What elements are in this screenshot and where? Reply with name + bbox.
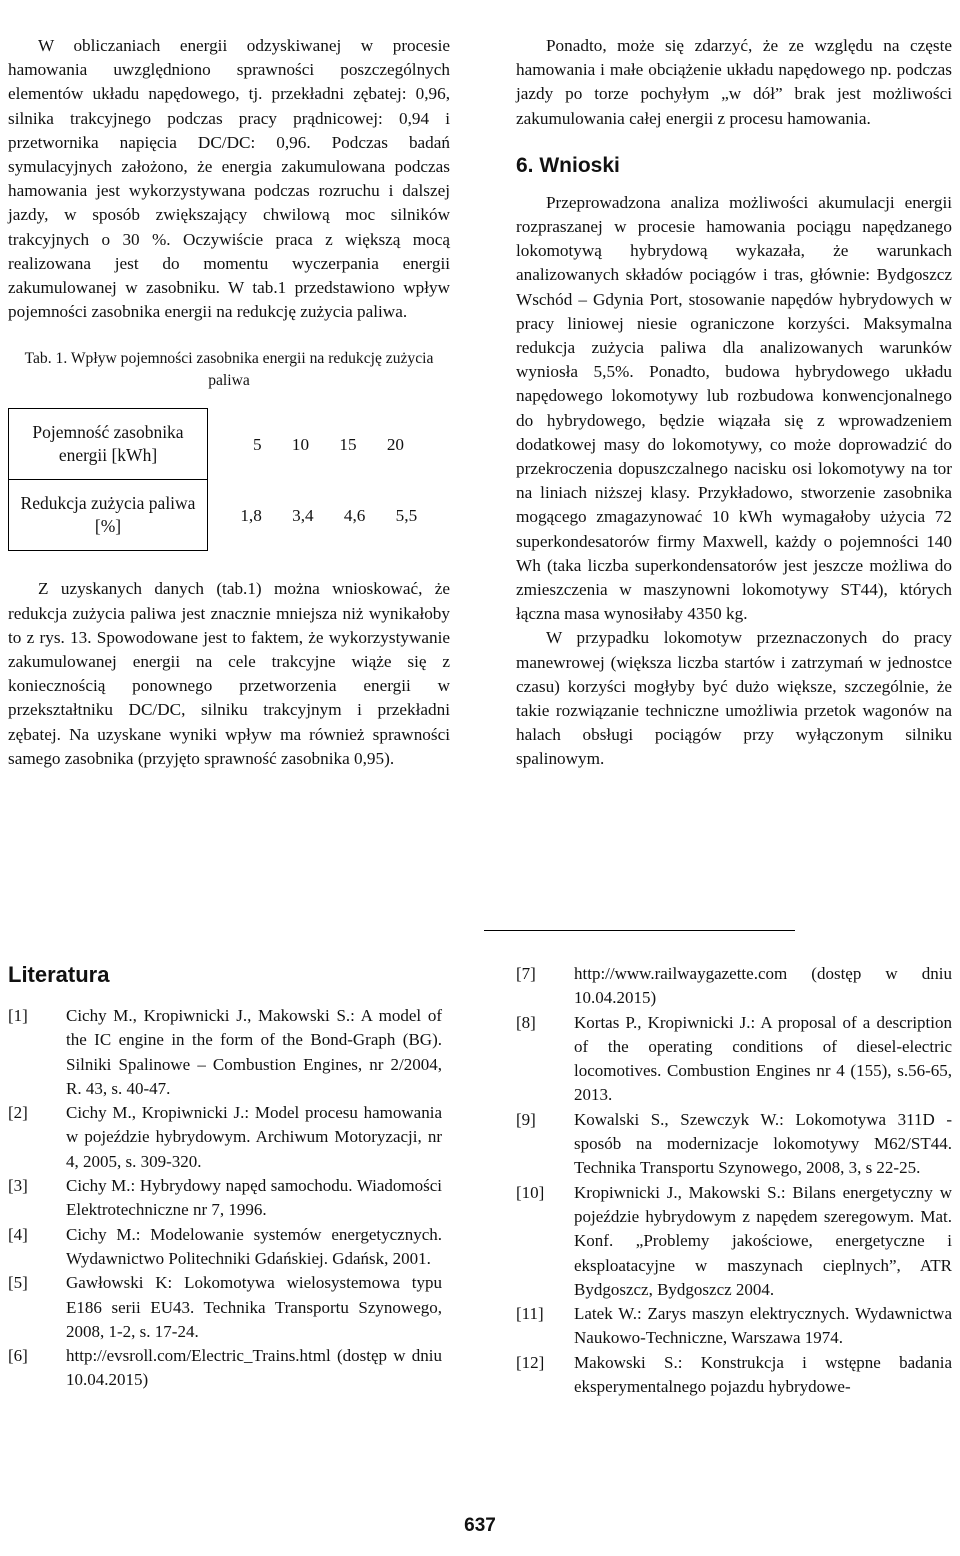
reference-item xyxy=(516,962,952,1011)
right-column xyxy=(516,34,952,772)
literature-heading: Literatura xyxy=(8,962,110,987)
reference-number: [11] xyxy=(516,1304,544,1324)
reference-item xyxy=(8,1174,442,1223)
reference-number: [10] xyxy=(516,1182,545,1202)
body-paragraph: W przypadku lokomotyw przeznaczonych do pracy manewrowej (większa liczba startów i zatrzymań w jednostce czasu) korzyści mogłyby być dużo większe, szczególnie, że takie rozwiązanie techniczne umożliwia przetok wagonów na halach obsługi pociągów przy wyłączonym silniku spalinowym. xyxy=(516,628,952,769)
reference-text: Cichy M.: Hybrydowy napęd samochodu. Wiadomości Elektrotechniczne nr 7, 1996. xyxy=(66,1176,442,1220)
section-title: 6. Wnioski xyxy=(516,153,620,177)
reference-number: [3] xyxy=(8,1176,28,1196)
reference-item xyxy=(8,1344,442,1393)
reference-text: Cichy M., Kropiwnicki J.: Model procesu hamowania w pojeździe hybrydowym. Archiwum Motoryzacji, nr 4, 2005, s. 309-320. xyxy=(66,1103,442,1171)
reference-item xyxy=(516,1302,952,1351)
reference-number: [4] xyxy=(8,1224,28,1244)
body-paragraph: Z uzyskanych danych (tab.1) można wnioskować, że redukcja zużycia paliwa jest znacznie mniejsza niż wynikałoby to z rys. 13. Spowodowane jest to faktem, że wykorzystywanie zakumulowanej energii na cele trakcyjne wiąże się z koniecznością ponownego przetworzenia energii w przekształtniku DC/DC, silniku trakcyjnym i przekładni zębatej. Na uzyskane wyniki wpływ ma również sprawności samego zasobnika (przyjęto sprawność zasobnika 0,95). xyxy=(8,579,450,768)
table-row-values: 1,8 3,4 4,6 5,5 xyxy=(240,505,418,525)
reference-text: Latek W.: Zarys maszyn elektrycznych. Wydawnictwa Naukowo-Techniczne, Warszawa 1974. xyxy=(574,1304,952,1348)
reference-item xyxy=(8,1271,442,1344)
reference-number: [9] xyxy=(516,1109,536,1129)
table-row-header: Redukcja zużycia paliwa [%] xyxy=(9,480,208,551)
body-paragraph: Ponadto, może się zdarzyć, że ze względu na częste hamowania i małe obciążenie układu napędowego np. podczas jazdy po torze pochyłym „w dół” brak jest możliwości zakumulowania całej energii z procesu hamowania. xyxy=(516,36,952,128)
page-number: 637 xyxy=(464,1515,496,1536)
reference-item xyxy=(516,1351,952,1400)
table-row-values: 5 10 15 20 xyxy=(252,434,405,454)
reference-item xyxy=(516,1181,952,1302)
reference-text: Makowski S.: Konstrukcja i wstępne badania eksperymentalnego pojazdu hybrydowe- xyxy=(574,1352,952,1397)
body-paragraph: Przeprowadzona analiza możliwości akumulacji energii rozpraszanej w procesie hamowania pociągu napędzanego lokomotywą hybrydową wykazała, że warunkach analizowanych składów pociągów i tras, głównie: Bydgoszcz Wschód – Gdynia Port, stosowanie napędów hybrydowych w pracy liniowej niesie ograniczone korzyści. Maksymalna redukcja zużycia paliwa dla analizowanych warunków wyniosła 5,5%. Ponadto, budowa hybrydowego układu napędowego lokomotywy lub rozbudowa konwencjonalnego do hybrydowego, będzie wiązała się z wprowadzeniem dodatkowej masy do lokomotywy, co może doprowadzić do przekroczenia dopuszczalnego nacisku osi lokomotywy na tor na liniach niższej klasy. Przykładowo, stworzenie zasobnika mogącego zmagazynować 10 kWh wymagałoby użycia 72 superkondesatorów firmy Maxwell, każdy o pojemności 140 Wh (taka liczba superkondensatorów jest jeszcze możliwa do zmieszczenia w maszynowni lokomotywy ST44), których łączna masa wynosiłaby 4350 kg. xyxy=(516,192,952,624)
table-caption: Tab. 1. Wpływ pojemności zasobnika energii na redukcję zużycia paliwa xyxy=(24,350,434,390)
reference-text: Kowalski S., Szewczyk W.: Lokomotywa 311D - sposób na modernizacje lokomotywy M62/ST44. Technika Transportu Szynowego, 2008, 3, s 22-25. xyxy=(574,1109,952,1178)
reference-text: Kortas P., Kropiwnicki J.: A proposal of a description of the operating conditions of diesel-electric locomotives. Combustion Engines nr 4 (155), s.56-65, 2013. xyxy=(574,1012,952,1105)
left-column xyxy=(8,34,450,771)
reference-number: [2] xyxy=(8,1103,28,1123)
reference-item xyxy=(8,1223,442,1272)
reference-number: [5] xyxy=(8,1273,28,1293)
reference-text: Cichy M.: Modelowanie systemów energetycznych. Wydawnictwo Politechniki Gdańskiej. Gdańsk, 2001. xyxy=(66,1224,442,1268)
references-right-list xyxy=(516,962,952,1399)
reference-number: [1] xyxy=(8,1006,28,1025)
reference-item xyxy=(8,1004,442,1101)
reference-number: [12] xyxy=(516,1352,545,1372)
reference-number: [8] xyxy=(516,1012,536,1032)
reference-text: Gawłowski K: Lokomotywa wielosystemowa typu E186 serii EU43. Technika Transportu Szynowego, 2008, 1-2, s. 17-24. xyxy=(66,1273,442,1341)
reference-text: Kropiwnicki J., Makowski S.: Bilans energetyczny w pojeździe hybrydowym z napędem szeregowym. Mat. Konf. „Problemy jakościowe, energetyczne i eksploatacyjne w maszynach cieplnych”, ATR Bydgoszcz, Bydgoszcz 2004. xyxy=(574,1182,952,1299)
reference-item xyxy=(516,1108,952,1181)
separator-line xyxy=(484,930,795,931)
reference-item xyxy=(516,1011,952,1108)
references-left-list xyxy=(8,1004,442,1393)
table-row xyxy=(9,409,450,480)
reference-item xyxy=(8,1101,442,1174)
table-row xyxy=(9,480,450,551)
reference-number: [6] xyxy=(8,1346,28,1366)
table-capacity-vs-fuel-reduction xyxy=(8,408,450,551)
reference-number: [7] xyxy=(516,964,536,983)
reference-text: http://evsroll.com/Electric_Trains.html (dostęp w dniu 10.04.2015) xyxy=(66,1346,442,1390)
table-row-header: Pojemność zasobnika energii [kWh] xyxy=(9,409,208,480)
reference-text: http://www.railwaygazette.com (dostęp w dniu 10.04.2015) xyxy=(574,964,952,1008)
body-paragraph: W obliczaniach energii odzyskiwanej w procesie hamowania uwzględniono sprawności poszczególnych elementów układu napędowego, tj. przekładni zębatej: 0,96, silnika trakcyjnego podczas pracy prądnicowej: 0,94 i przetwornika napięcia DC/DC: 0,96. Podczas badań symulacyjnych założono, że energia zakumulowana podczas hamowania jest wykorzystywana podczas rozruchu i dalszej jazdy, w sposób zwiększający chwilową moc silników trakcyjnych o 30 %. Oczywiście praca z większą mocą realizowana jest do momentu wyczerpania energii zakumulowanej w zasobniku. W tab.1 przedstawiono wpływ pojemności zasobnika energii na redukcję zużycia paliwa. xyxy=(8,36,450,322)
reference-text: Cichy M., Kropiwnicki J., Makowski S.: A model of the IC engine in the form of the Bond-Graph (BG). Silniki Spalinowe – Combustion Engines, nr 2/2004, R. 43, s. 40-47. xyxy=(66,1006,442,1098)
